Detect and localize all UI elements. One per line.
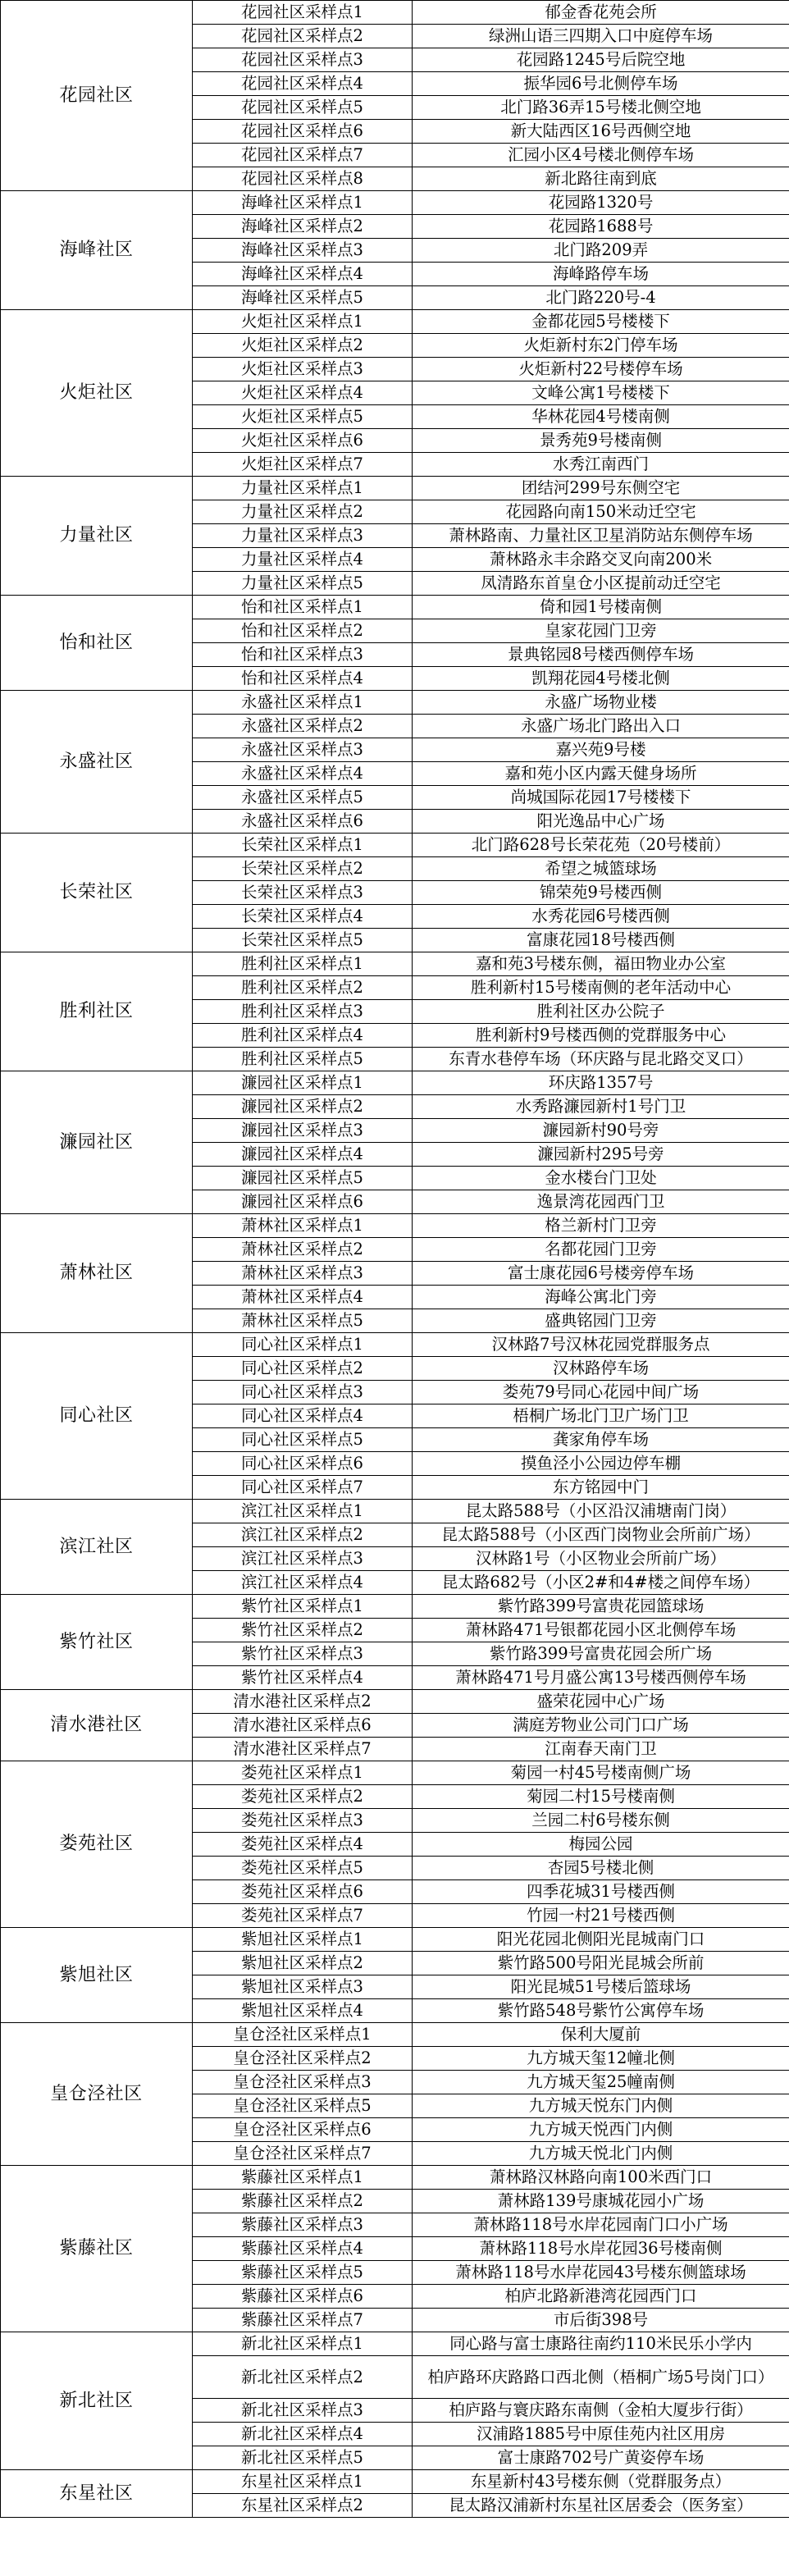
sampling-point-cell: 紫藤社区采样点3	[193, 2213, 413, 2237]
sampling-point-cell: 永盛社区采样点3	[193, 738, 413, 762]
location-cell: 紫竹路500号阳光昆城会所前	[413, 1952, 789, 1975]
table-row	[1, 1761, 789, 1785]
community-name-cell: 花园社区	[1, 1, 193, 191]
location-cell: 同心路与富士康路往南约110米民乐小学内	[413, 2332, 789, 2356]
sampling-point-cell: 同心社区采样点1	[193, 1333, 413, 1357]
sampling-point-cell: 紫竹社区采样点4	[193, 1666, 413, 1690]
location-cell: 萧林路118号水岸花园43号楼东侧篮球场	[413, 2261, 789, 2285]
community-name-cell: 力量社区	[1, 477, 193, 596]
sampling-point-cell: 怡和社区采样点2	[193, 619, 413, 643]
sampling-point-cell: 力量社区采样点1	[193, 477, 413, 500]
location-cell: 永盛广场北门路出入口	[413, 715, 789, 738]
location-cell: 紫竹路548号紫竹公寓停车场	[413, 1999, 789, 2023]
sampling-point-cell: 紫旭社区采样点4	[193, 1999, 413, 2023]
sampling-point-cell: 紫藤社区采样点4	[193, 2237, 413, 2261]
sampling-point-cell: 花园社区采样点6	[193, 120, 413, 144]
sampling-point-cell: 萧林社区采样点5	[193, 1309, 413, 1333]
location-cell: 锦荣苑9号楼西侧	[413, 881, 789, 905]
location-cell: 盛荣花园中心广场	[413, 1690, 789, 1714]
location-cell: 胜利新村9号楼西侧的党群服务中心	[413, 1024, 789, 1048]
sampling-point-cell: 濂园社区采样点5	[193, 1167, 413, 1190]
location-cell: 汉林路停车场	[413, 1357, 789, 1381]
community-name-cell: 紫藤社区	[1, 2166, 193, 2332]
sampling-point-cell: 同心社区采样点5	[193, 1428, 413, 1452]
location-cell: 菊园一村45号楼南侧广场	[413, 1761, 789, 1785]
sampling-point-cell: 同心社区采样点6	[193, 1452, 413, 1476]
table-row	[1, 477, 789, 500]
location-cell: 花园路1688号	[413, 215, 789, 239]
sampling-point-cell: 濂园社区采样点1	[193, 1071, 413, 1095]
sampling-point-cell: 长荣社区采样点4	[193, 905, 413, 929]
location-cell: 九方城天悦东门内侧	[413, 2094, 789, 2118]
sampling-point-cell: 力量社区采样点3	[193, 524, 413, 548]
location-cell: 文峰公寓1号楼楼下	[413, 381, 789, 405]
sampling-point-cell: 紫竹社区采样点1	[193, 1595, 413, 1619]
table-row	[1, 1500, 789, 1523]
community-name-cell: 海峰社区	[1, 191, 193, 310]
sampling-point-cell: 紫竹社区采样点2	[193, 1619, 413, 1642]
community-name-cell: 滨江社区	[1, 1500, 193, 1595]
sampling-point-cell: 萧林社区采样点2	[193, 1238, 413, 1262]
sampling-point-cell: 海峰社区采样点4	[193, 263, 413, 286]
sampling-point-cell: 东星社区采样点2	[193, 2494, 413, 2518]
location-cell: 水秀江南西门	[413, 453, 789, 477]
location-cell: 摸鱼泾小公园边停车棚	[413, 1452, 789, 1476]
location-cell: 北门路220号-4	[413, 286, 789, 310]
sampling-point-cell: 娄苑社区采样点6	[193, 1880, 413, 1904]
table-row	[1, 596, 789, 619]
sampling-point-cell: 火炬社区采样点4	[193, 381, 413, 405]
sampling-point-cell: 火炬社区采样点3	[193, 358, 413, 381]
location-cell: 阳光逸品中心广场	[413, 810, 789, 834]
location-cell: 水秀路濂园新村1号门卫	[413, 1095, 789, 1119]
sampling-point-cell: 同心社区采样点7	[193, 1476, 413, 1500]
sampling-point-cell: 同心社区采样点2	[193, 1357, 413, 1381]
table-row	[1, 191, 789, 215]
sampling-point-cell: 萧林社区采样点3	[193, 1262, 413, 1286]
table-row	[1, 1690, 789, 1714]
sampling-point-cell: 力量社区采样点4	[193, 548, 413, 572]
sampling-point-cell: 娄苑社区采样点1	[193, 1761, 413, 1785]
table-body	[1, 1, 789, 2518]
location-cell: 昆太路588号（小区西门岗物业会所前广场）	[413, 1523, 789, 1547]
location-cell: 尚城国际花园17号楼楼下	[413, 786, 789, 810]
sampling-point-cell: 新北社区采样点4	[193, 2423, 413, 2446]
table-row	[1, 1, 789, 25]
location-cell: 九方城天玺25幢南侧	[413, 2071, 789, 2094]
sampling-point-cell: 力量社区采样点2	[193, 500, 413, 524]
location-cell: 濂园新村295号旁	[413, 1143, 789, 1167]
location-cell: 九方城天玺12幢北侧	[413, 2047, 789, 2071]
location-cell: 金水楼台门卫处	[413, 1167, 789, 1190]
sampling-point-cell: 紫旭社区采样点1	[193, 1928, 413, 1952]
community-name-cell: 萧林社区	[1, 1214, 193, 1333]
location-cell: 萧林路南、力量社区卫星消防站东侧停车场	[413, 524, 789, 548]
sampling-point-cell: 同心社区采样点4	[193, 1404, 413, 1428]
sampling-point-cell: 花园社区采样点1	[193, 1, 413, 25]
sampling-point-cell: 永盛社区采样点5	[193, 786, 413, 810]
location-cell: 昆太路588号（小区沿汉浦塘南门岗）	[413, 1500, 789, 1523]
sampling-point-cell: 同心社区采样点3	[193, 1381, 413, 1404]
community-name-cell: 紫竹社区	[1, 1595, 193, 1690]
location-cell: 金都花园5号楼楼下	[413, 310, 789, 334]
sampling-point-cell: 皇仓泾社区采样点3	[193, 2071, 413, 2094]
location-cell: 四季花城31号楼西侧	[413, 1880, 789, 1904]
sampling-point-cell: 花园社区采样点7	[193, 144, 413, 167]
sampling-point-cell: 新北社区采样点1	[193, 2332, 413, 2356]
sampling-point-cell: 紫藤社区采样点6	[193, 2285, 413, 2309]
location-cell: 柏庐路与寰庆路东南侧（金柏大厦步行街）	[413, 2399, 789, 2423]
sampling-point-cell: 滨江社区采样点4	[193, 1571, 413, 1595]
sampling-point-cell: 花园社区采样点5	[193, 96, 413, 120]
location-cell: 凯翔花园4号楼北侧	[413, 667, 789, 691]
sampling-point-cell: 新北社区采样点2	[193, 2356, 413, 2399]
sampling-point-cell: 紫藤社区采样点5	[193, 2261, 413, 2285]
location-cell: 富康花园18号楼西侧	[413, 929, 789, 952]
sampling-point-cell: 紫藤社区采样点2	[193, 2190, 413, 2213]
location-cell: 汉林路7号汉林花园党群服务点	[413, 1333, 789, 1357]
location-cell: 濂园新村90号旁	[413, 1119, 789, 1143]
sampling-point-cell: 海峰社区采样点3	[193, 239, 413, 263]
location-cell: 凤清路东首皇仓小区提前动迁空宅	[413, 572, 789, 596]
location-cell: 景秀苑9号楼南侧	[413, 429, 789, 453]
location-cell: 海峰路停车场	[413, 263, 789, 286]
location-cell: 北门路209弄	[413, 239, 789, 263]
sampling-point-cell: 花园社区采样点4	[193, 72, 413, 96]
location-cell: 环庆路1357号	[413, 1071, 789, 1095]
location-cell: 昆太路682号（小区2#和4#楼之间停车场）	[413, 1571, 789, 1595]
sampling-point-cell: 清水港社区采样点7	[193, 1738, 413, 1761]
location-cell: 萧林路471号月盛公寓13号楼西侧停车场	[413, 1666, 789, 1690]
location-cell: 逸景湾花园西门卫	[413, 1190, 789, 1214]
sampling-point-cell: 皇仓泾社区采样点6	[193, 2118, 413, 2142]
location-cell: 海峰公寓北门旁	[413, 1286, 789, 1309]
community-name-cell: 长荣社区	[1, 834, 193, 952]
sampling-point-cell: 花园社区采样点3	[193, 48, 413, 72]
table-row	[1, 2023, 789, 2047]
sampling-point-cell: 娄苑社区采样点2	[193, 1785, 413, 1809]
sampling-point-cell: 东星社区采样点1	[193, 2470, 413, 2494]
location-cell: 阳光花园北侧阳光昆城南门口	[413, 1928, 789, 1952]
community-name-cell: 火炬社区	[1, 310, 193, 477]
location-cell: 紫竹路399号富贵花园篮球场	[413, 1595, 789, 1619]
location-cell: 富士康花园6号楼旁停车场	[413, 1262, 789, 1286]
sampling-point-cell: 皇仓泾社区采样点7	[193, 2142, 413, 2166]
location-cell: 九方城天悦西门内侧	[413, 2118, 789, 2142]
location-cell: 火炬新村22号楼停车场	[413, 358, 789, 381]
community-name-cell: 清水港社区	[1, 1690, 193, 1761]
table-row	[1, 2470, 789, 2494]
location-cell: 胜利社区办公院子	[413, 1000, 789, 1024]
sampling-point-cell: 胜利社区采样点1	[193, 952, 413, 976]
sampling-point-cell: 紫竹社区采样点3	[193, 1642, 413, 1666]
sampling-point-cell: 怡和社区采样点3	[193, 643, 413, 667]
sampling-point-cell: 胜利社区采样点3	[193, 1000, 413, 1024]
table-row	[1, 2166, 789, 2190]
location-cell: 花园路1320号	[413, 191, 789, 215]
location-cell: 竹园一村21号楼西侧	[413, 1904, 789, 1928]
location-cell: 北门路628号长荣花苑（20号楼前）	[413, 834, 789, 857]
sampling-point-cell: 长荣社区采样点3	[193, 881, 413, 905]
table-row	[1, 691, 789, 715]
sampling-point-cell: 海峰社区采样点2	[193, 215, 413, 239]
sampling-point-cell: 火炬社区采样点1	[193, 310, 413, 334]
sampling-point-cell: 火炬社区采样点2	[193, 334, 413, 358]
sampling-point-cell: 皇仓泾社区采样点5	[193, 2094, 413, 2118]
sampling-point-cell: 娄苑社区采样点3	[193, 1809, 413, 1833]
location-cell: 阳光昆城51号楼后篮球场	[413, 1975, 789, 1999]
sampling-point-cell: 永盛社区采样点2	[193, 715, 413, 738]
location-cell: 娄苑79号同心花园中间广场	[413, 1381, 789, 1404]
location-cell: 振华园6号北侧停车场	[413, 72, 789, 96]
sampling-point-cell: 皇仓泾社区采样点1	[193, 2023, 413, 2047]
sampling-point-cell: 怡和社区采样点4	[193, 667, 413, 691]
location-cell: 菊园二村15号楼南侧	[413, 1785, 789, 1809]
table-row	[1, 952, 789, 976]
location-cell: 胜利新村15号楼南侧的老年活动中心	[413, 976, 789, 1000]
location-cell: 火炬新村东2门停车场	[413, 334, 789, 358]
community-name-cell: 皇仓泾社区	[1, 2023, 193, 2166]
sampling-point-cell: 怡和社区采样点1	[193, 596, 413, 619]
location-cell: 新北路往南到底	[413, 167, 789, 191]
location-cell: 兰园二村6号楼东侧	[413, 1809, 789, 1833]
sampling-point-cell: 萧林社区采样点1	[193, 1214, 413, 1238]
sampling-point-cell: 永盛社区采样点1	[193, 691, 413, 715]
location-cell: 嘉和苑3号楼东侧，福田物业办公室	[413, 952, 789, 976]
sampling-point-cell: 紫旭社区采样点3	[193, 1975, 413, 1999]
community-name-cell: 胜利社区	[1, 952, 193, 1071]
location-cell: 景典铭园8号楼西侧停车场	[413, 643, 789, 667]
location-cell: 永盛广场物业楼	[413, 691, 789, 715]
sampling-point-cell: 滨江社区采样点1	[193, 1500, 413, 1523]
table-row	[1, 2332, 789, 2356]
sampling-point-cell: 新北社区采样点3	[193, 2399, 413, 2423]
location-cell: 希望之城篮球场	[413, 857, 789, 881]
location-cell: 团结河299号东侧空宅	[413, 477, 789, 500]
sampling-point-cell: 火炬社区采样点5	[193, 405, 413, 429]
location-cell: 柏庐路环庆路路口西北侧（梧桐广场5号岗门口）	[413, 2356, 789, 2399]
table-row	[1, 1071, 789, 1095]
table-row	[1, 1214, 789, 1238]
sampling-point-cell: 清水港社区采样点6	[193, 1714, 413, 1738]
location-cell: 嘉兴苑9号楼	[413, 738, 789, 762]
location-cell: 新大陆西区16号西侧空地	[413, 120, 789, 144]
location-cell: 富士康路702号广黄姿停车场	[413, 2446, 789, 2470]
sampling-point-cell: 胜利社区采样点5	[193, 1048, 413, 1071]
location-cell: 杏园5号楼北侧	[413, 1857, 789, 1880]
community-name-cell: 紫旭社区	[1, 1928, 193, 2023]
location-cell: 萧林路118号水岸花园36号楼南侧	[413, 2237, 789, 2261]
sampling-point-cell: 永盛社区采样点4	[193, 762, 413, 786]
location-cell: 水秀花园6号楼西侧	[413, 905, 789, 929]
location-cell: 郁金香花苑会所	[413, 1, 789, 25]
sampling-point-cell: 永盛社区采样点6	[193, 810, 413, 834]
sampling-point-cell: 娄苑社区采样点7	[193, 1904, 413, 1928]
location-cell: 汇园小区4号楼北侧停车场	[413, 144, 789, 167]
community-name-cell: 娄苑社区	[1, 1761, 193, 1928]
sampling-point-cell: 长荣社区采样点5	[193, 929, 413, 952]
sampling-point-cell: 长荣社区采样点2	[193, 857, 413, 881]
sampling-point-cell: 娄苑社区采样点5	[193, 1857, 413, 1880]
location-cell: 格兰新村门卫旁	[413, 1214, 789, 1238]
location-cell: 汉浦路1885号中原佳苑内社区用房	[413, 2423, 789, 2446]
sampling-point-cell: 滨江社区采样点3	[193, 1547, 413, 1571]
sampling-point-cell: 紫藤社区采样点1	[193, 2166, 413, 2190]
sampling-point-cell: 濂园社区采样点2	[193, 1095, 413, 1119]
table-row	[1, 1333, 789, 1357]
sampling-point-cell: 胜利社区采样点4	[193, 1024, 413, 1048]
location-cell: 嘉和苑小区内露天健身场所	[413, 762, 789, 786]
location-cell: 梧桐广场北门卫广场门卫	[413, 1404, 789, 1428]
sampling-point-cell: 力量社区采样点5	[193, 572, 413, 596]
location-cell: 花园路向南150米动迁空宅	[413, 500, 789, 524]
location-cell: 保利大厦前	[413, 2023, 789, 2047]
location-cell: 满庭芳物业公司门口广场	[413, 1714, 789, 1738]
location-cell: 汉林路1号（小区物业会所前广场）	[413, 1547, 789, 1571]
sampling-point-cell: 濂园社区采样点3	[193, 1119, 413, 1143]
sampling-point-cell: 濂园社区采样点4	[193, 1143, 413, 1167]
table-row	[1, 1928, 789, 1952]
location-cell: 东青水巷停车场（环庆路与昆北路交叉口）	[413, 1048, 789, 1071]
sampling-point-cell: 新北社区采样点5	[193, 2446, 413, 2470]
location-cell: 九方城天悦北门内侧	[413, 2142, 789, 2166]
location-cell: 萧林路汉林路向南100米西门口	[413, 2166, 789, 2190]
location-cell: 盛典铭园门卫旁	[413, 1309, 789, 1333]
sampling-point-cell: 长荣社区采样点1	[193, 834, 413, 857]
location-cell: 柏庐北路新港湾花园西门口	[413, 2285, 789, 2309]
location-cell: 绿洲山语三四期入口中庭停车场	[413, 25, 789, 48]
community-name-cell: 东星社区	[1, 2470, 193, 2518]
location-cell: 北门路36弄15号楼北侧空地	[413, 96, 789, 120]
location-cell: 昆太路汉浦新村东星社区居委会（医务室）	[413, 2494, 789, 2518]
location-cell: 皇家花园门卫旁	[413, 619, 789, 643]
sampling-point-cell: 花园社区采样点8	[193, 167, 413, 191]
community-name-cell: 新北社区	[1, 2332, 193, 2470]
sampling-point-cell: 海峰社区采样点1	[193, 191, 413, 215]
sampling-point-cell: 滨江社区采样点2	[193, 1523, 413, 1547]
table-row	[1, 834, 789, 857]
location-cell: 江南春天南门卫	[413, 1738, 789, 1761]
location-cell: 名都花园门卫旁	[413, 1238, 789, 1262]
table-row	[1, 1595, 789, 1619]
location-cell: 萧林路永丰余路交叉向南200米	[413, 548, 789, 572]
location-cell: 东星新村43号楼东侧（党群服务点）	[413, 2470, 789, 2494]
location-cell: 梅园公园	[413, 1833, 789, 1857]
sampling-point-cell: 皇仓泾社区采样点2	[193, 2047, 413, 2071]
location-cell: 华林花园4号楼南侧	[413, 405, 789, 429]
location-cell: 萧林路471号银都花园小区北侧停车场	[413, 1619, 789, 1642]
community-name-cell: 永盛社区	[1, 691, 193, 834]
sampling-point-cell: 火炬社区采样点6	[193, 429, 413, 453]
community-name-cell: 同心社区	[1, 1333, 193, 1500]
location-cell: 萧林路118号水岸花园南门口小广场	[413, 2213, 789, 2237]
location-cell: 花园路1245号后院空地	[413, 48, 789, 72]
location-cell: 萧林路139号康城花园小广场	[413, 2190, 789, 2213]
sampling-point-cell: 花园社区采样点2	[193, 25, 413, 48]
sampling-point-cell: 清水港社区采样点2	[193, 1690, 413, 1714]
table-row	[1, 310, 789, 334]
community-name-cell: 怡和社区	[1, 596, 193, 691]
sampling-point-cell: 萧林社区采样点4	[193, 1286, 413, 1309]
community-name-cell: 濂园社区	[1, 1071, 193, 1214]
location-cell: 倚和园1号楼南侧	[413, 596, 789, 619]
sampling-point-cell: 海峰社区采样点5	[193, 286, 413, 310]
location-cell: 龚家角停车场	[413, 1428, 789, 1452]
location-cell: 东方铭园中门	[413, 1476, 789, 1500]
sampling-point-cell: 紫藤社区采样点7	[193, 2309, 413, 2332]
sampling-point-cell: 胜利社区采样点2	[193, 976, 413, 1000]
location-cell: 紫竹路399号富贵花园会所广场	[413, 1642, 789, 1666]
sampling-point-cell: 濂园社区采样点6	[193, 1190, 413, 1214]
sampling-point-cell: 紫旭社区采样点2	[193, 1952, 413, 1975]
sampling-point-cell: 娄苑社区采样点4	[193, 1833, 413, 1857]
sampling-point-cell: 火炬社区采样点7	[193, 453, 413, 477]
location-cell: 市后街398号	[413, 2309, 789, 2332]
